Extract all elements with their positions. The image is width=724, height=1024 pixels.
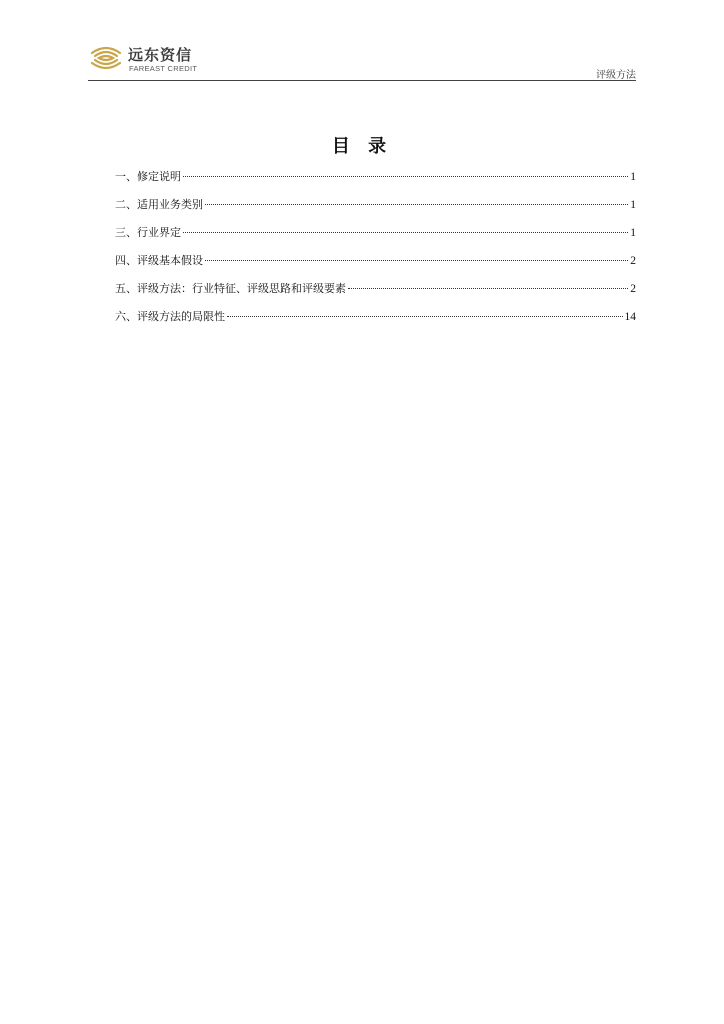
table-of-contents: [115, 168, 636, 336]
toc-entry[interactable]: [115, 280, 636, 308]
toc-entry[interactable]: [115, 196, 636, 224]
toc-entry-label: 四、评级基本假设: [115, 254, 203, 267]
toc-entry[interactable]: [115, 252, 636, 280]
toc-entry[interactable]: [115, 224, 636, 252]
toc-entry-page: 14: [624, 311, 636, 323]
toc-leader-dots: [205, 260, 628, 261]
logo-english-name: FAREAST CREDIT: [129, 64, 198, 73]
toc-entry[interactable]: [115, 308, 636, 336]
toc-entry-page: 1: [630, 199, 636, 211]
toc-entry-label: 一、修定说明: [115, 170, 181, 183]
header-section-label: 评级方法: [596, 70, 636, 81]
toc-leader-dots: [183, 176, 628, 177]
toc-leader-dots: [183, 232, 628, 233]
toc-title: 目 录: [331, 136, 393, 157]
toc-entry-page: 1: [630, 171, 636, 183]
logo-chinese-name: 远东资信: [128, 46, 193, 64]
toc-entry[interactable]: [115, 168, 636, 196]
toc-leader-dots: [205, 204, 628, 205]
fareast-credit-logo-icon: [88, 44, 124, 72]
company-logo: [88, 42, 208, 76]
toc-leader-dots: [348, 288, 628, 289]
header-divider: [88, 80, 636, 81]
toc-entry-label: 六、评级方法的局限性: [115, 310, 225, 323]
toc-leader-dots: [227, 316, 623, 317]
toc-entry-label: 五、评级方法：行业特征、评级思路和评级要素: [115, 282, 346, 295]
toc-entry-page: 2: [630, 255, 636, 267]
toc-entry-page: 2: [630, 283, 636, 295]
toc-entry-label: 二、适用业务类别: [115, 198, 203, 211]
toc-entry-page: 1: [630, 227, 636, 239]
page-header: [88, 40, 636, 82]
toc-entry-label: 三、行业界定: [115, 226, 181, 239]
